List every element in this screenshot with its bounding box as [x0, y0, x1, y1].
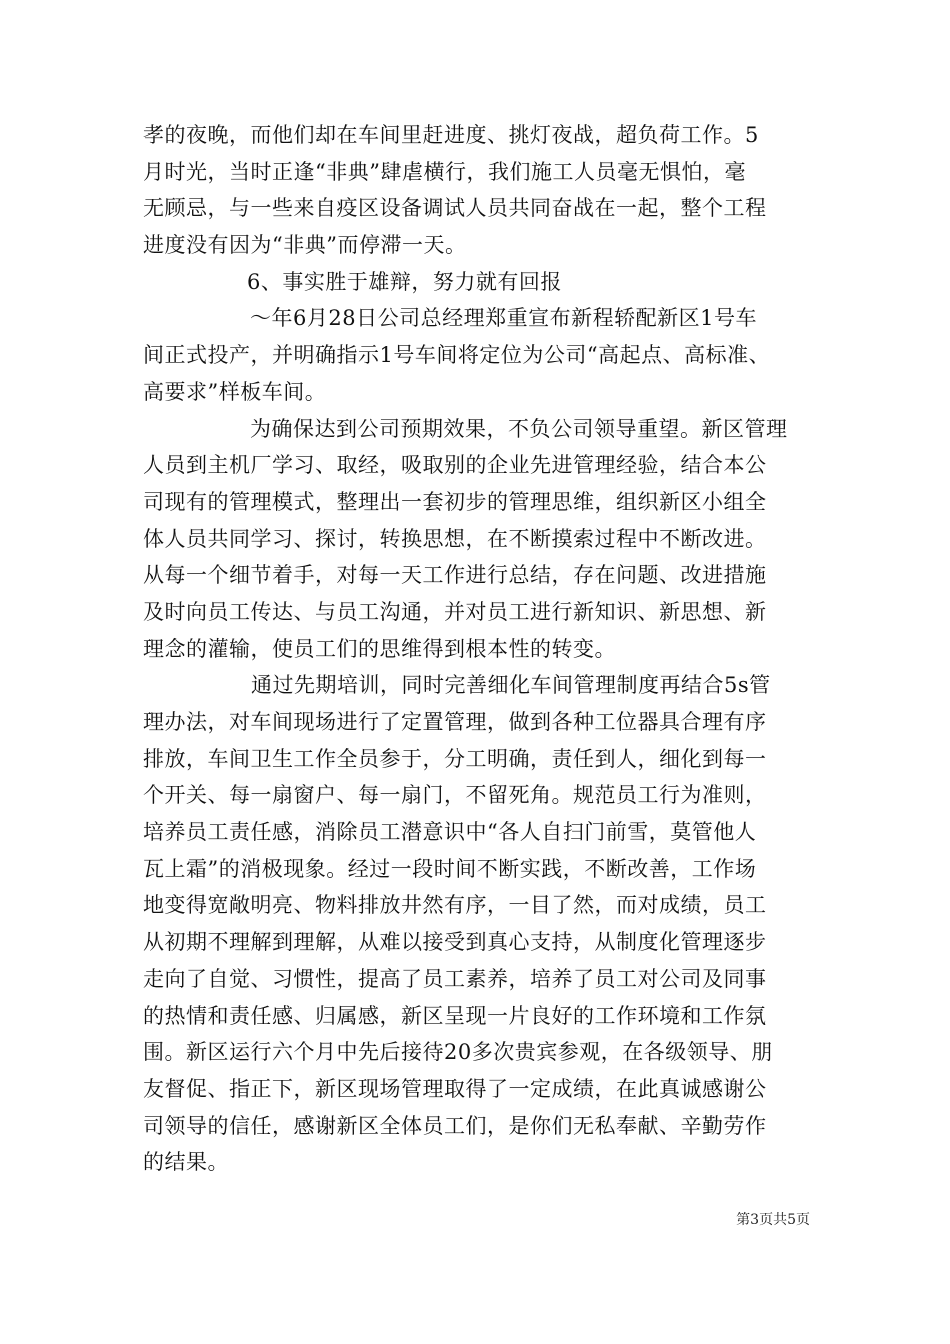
text-line: ～年6月28日公司总经理郑重宣布新程轿配新区1号车	[250, 306, 757, 331]
text-line: 瓦上霜”的消极现象。经过一段时间不断实践，不断改善，工作场	[143, 856, 757, 881]
body-text	[143, 117, 823, 1181]
text-line: 从每一个细节着手，对每一天工作进行总结，存在问题、改进措施	[143, 563, 767, 588]
text-line: 排放，车间卫生工作全员参于，分工明确，责任到人，细化到每一	[143, 746, 767, 771]
text-line: 无顾忌，与一些来自疫区设备调试人员共同奋战在一起，整个工程	[143, 196, 767, 221]
text-line: 的结果。	[143, 1150, 229, 1175]
text-line: 为确保达到公司预期效果，不负公司领导重望。新区管理	[250, 416, 788, 441]
text-line: 间正式投产，并明确指示1号车间将定位为公司“高起点、高标准、	[143, 343, 771, 368]
text-line: 孝的夜晚，而他们却在车间里赶进度、挑灯夜战，超负荷工作。5	[143, 123, 759, 147]
text-line: 走向了自觉、习惯性，提高了员工素养，培养了员工对公司及同事	[143, 966, 767, 991]
text-line: 围。新区运行六个月中先后接待20多次贵宾参观，在各级领导、朋	[143, 1040, 773, 1065]
text-line: 从初期不理解到理解，从难以接受到真心支持，从制度化管理逐步	[143, 930, 767, 955]
text-line: 进度没有因为“非典”而停滞一天。	[143, 233, 467, 258]
text-line: 个开关、每一扇窗户、每一扇门，不留死角。规范员工行为准则，	[143, 783, 767, 808]
text-line: 司现有的管理模式，整理出一套初步的管理思维，组织新区小组全	[143, 489, 767, 514]
text-line: 月时光，当时正逢“非典”肆虐横行，我们施工人员毫无惧怕，毫	[143, 159, 746, 184]
page-number-footer: 第3页共5页	[736, 1212, 810, 1228]
section-heading: 6、事实胜于雄辩，努力就有回报	[247, 269, 562, 294]
text-line: 培养员工责任感，消除员工潜意识中“各人自扫门前雪，莫管他人	[143, 820, 757, 845]
text-line: 理办法，对车间现场进行了定置管理，做到各种工位器具合理有序	[143, 710, 767, 734]
text-line: 通过先期培训，同时完善细化车间管理制度再结合5s管	[251, 673, 771, 698]
text-line: 人员到主机厂学习、取经，吸取别的企业先进管理经验，结合本公	[143, 453, 767, 478]
text-line: 理念的灌输，使员工们的思维得到根本性的转变。	[143, 636, 616, 661]
text-line: 的热情和责任感、归属感，新区呈现一片良好的工作环境和工作氛	[143, 1003, 767, 1028]
text-line: 体人员共同学习、探讨，转换思想，在不断摸索过程中不断改进。	[143, 526, 767, 551]
text-line: 司领导的信任，感谢新区全体员工们，是你们无私奉献、辛勤劳作	[143, 1113, 767, 1138]
text-line: 及时向员工传达、与员工沟通，并对员工进行新知识、新思想、新	[143, 599, 767, 624]
text-line: 高要求”样板车间。	[143, 379, 327, 404]
text-line: 地变得宽敞明亮、物料排放井然有序，一目了然，而对成绩，员工	[143, 893, 767, 918]
text-line: 友督促、指正下，新区现场管理取得了一定成绩，在此真诚感谢公	[143, 1076, 767, 1101]
